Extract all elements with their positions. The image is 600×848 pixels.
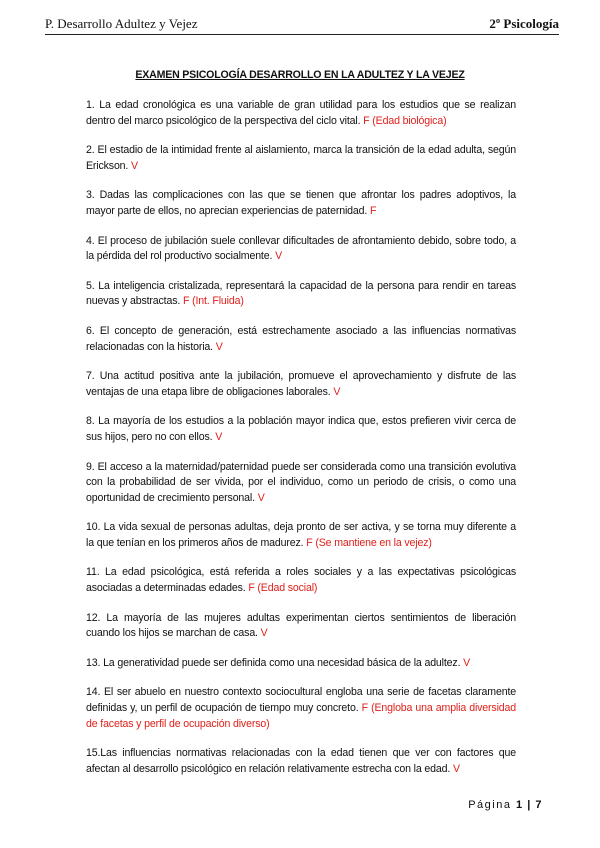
question-answer: V: [215, 340, 223, 353]
question-answer: V: [333, 385, 341, 398]
question-answer: F (Edad social): [248, 582, 318, 595]
page-number: 1: [516, 799, 523, 811]
question-item: [86, 460, 516, 507]
question-item: [86, 685, 516, 732]
question-answer: F (Engloba una amplia diversidad de facetas y perfil de ocupación diverso): [86, 702, 516, 730]
header-course: P. Desarrollo Adultez y Vejez: [45, 16, 198, 31]
question-answer: V: [131, 159, 138, 172]
question-text: 15.Las influencias normativas relacionadas con la edad tienen que ver con factores que afectan al desarrollo psicológico en relación relativamente estrecha con la edad.: [86, 747, 516, 775]
question-item: [86, 656, 516, 672]
question-item: [86, 234, 516, 265]
question-text: 12. La mayoría de las mujeres adultas experimentan ciertos sentimientos de liberación cuando los hijos se marchan de casa.: [86, 611, 516, 640]
page-footer: [468, 799, 542, 811]
exam-title: EXAMEN PSICOLOGÍA DESARROLLO EN LA ADULTEZ Y LA VEJEZ: [135, 69, 465, 81]
question-item: [86, 143, 516, 174]
question-item: [86, 611, 516, 642]
question-text: 11. La edad psicológica, está referida a roles sociales y a las expectativas psicológicas asociadas a determinadas edades.: [86, 566, 516, 595]
header-year: 2º Psicología: [489, 16, 559, 31]
question-text: 13. La generatividad puede ser definida como una necesidad básica de la adultez.: [86, 656, 461, 669]
question-answer: V: [452, 762, 460, 775]
question-text: 4. El proceso de jubilación suele conllevar dificultades de afrontamiento debido, sobre todo, a la pérdida del rol productivo socialmente.: [86, 234, 516, 263]
question-item: [86, 746, 516, 777]
page-separator: |: [527, 799, 531, 811]
question-item: [86, 565, 516, 596]
question-text: 8. La mayoría de los estudios a la población mayor indica que, estos prefieren vivir cerca de sus hijos, pero no con ellos.: [86, 415, 516, 443]
question-text: 9. El acceso a la maternidad/paternidad puede ser considerada como una transición evolutiva con la probabilidad de ser vivida, por el individuo, como un periodo de crisis, o como una oportunidad de crecimiento personal.: [86, 460, 516, 504]
question-item: [86, 98, 516, 129]
page-header: [45, 12, 559, 35]
question-answer: F (Edad biológica): [363, 114, 447, 127]
question-item: [86, 369, 516, 400]
question-item: [86, 324, 516, 355]
question-text: 6. El concepto de generación, está estrechamente asociado a las influencias normativas relacionadas con la historia.: [86, 324, 516, 353]
question-answer: F (Int. Fluida): [182, 295, 244, 308]
question-text: 2. El estadio de la intimidad frente al aislamiento, marca la transición de la edad adulta, según Erickson.: [86, 144, 516, 172]
question-answer: V: [257, 491, 265, 504]
question-list: [86, 98, 516, 777]
question-answer: V: [215, 430, 223, 443]
page-label: Página: [468, 799, 512, 811]
question-text: 10. La vida sexual de personas adultas, deja pronto de ser activa, y se torna muy diferente a la que tenían en los primeros años de madurez.: [86, 521, 516, 549]
question-text: 1. La edad cronológica es una variable de gran utilidad para los estudios que se realizan dentro del marco psicológico de la perspectiva del ciclo vital.: [86, 99, 516, 127]
question-answer: F: [369, 204, 377, 217]
question-answer: V: [463, 656, 471, 669]
question-item: [86, 279, 516, 310]
question-text: 5. La inteligencia cristalizada, representará la capacidad de la persona para rendir en tareas nuevas y abstractas.: [86, 279, 516, 308]
page-total: 7: [535, 799, 542, 811]
question-answer: V: [275, 250, 282, 263]
question-answer: V: [260, 627, 268, 640]
question-item: [86, 188, 516, 219]
question-item: [86, 414, 516, 445]
question-text: 14. El ser abuelo en nuestro contexto sociocultural engloba una serie de facetas claramente definidas y, un perfil de ocupación de tiempo muy concreto.: [86, 686, 516, 715]
question-text: 7. Una actitud positiva ante la jubilación, promueve el aprovechamiento y disfrute de las ventajas de una etapa libre de obligaciones laborales.: [86, 370, 516, 398]
question-answer: F (Se mantiene en la vejez): [306, 536, 432, 549]
question-item: [86, 520, 516, 551]
question-text: 3. Dadas las complicaciones con las que se tienen que afrontar los padres adoptivos, la mayor parte de ellos, no aprecian experiencias de paternidad.: [86, 189, 516, 217]
